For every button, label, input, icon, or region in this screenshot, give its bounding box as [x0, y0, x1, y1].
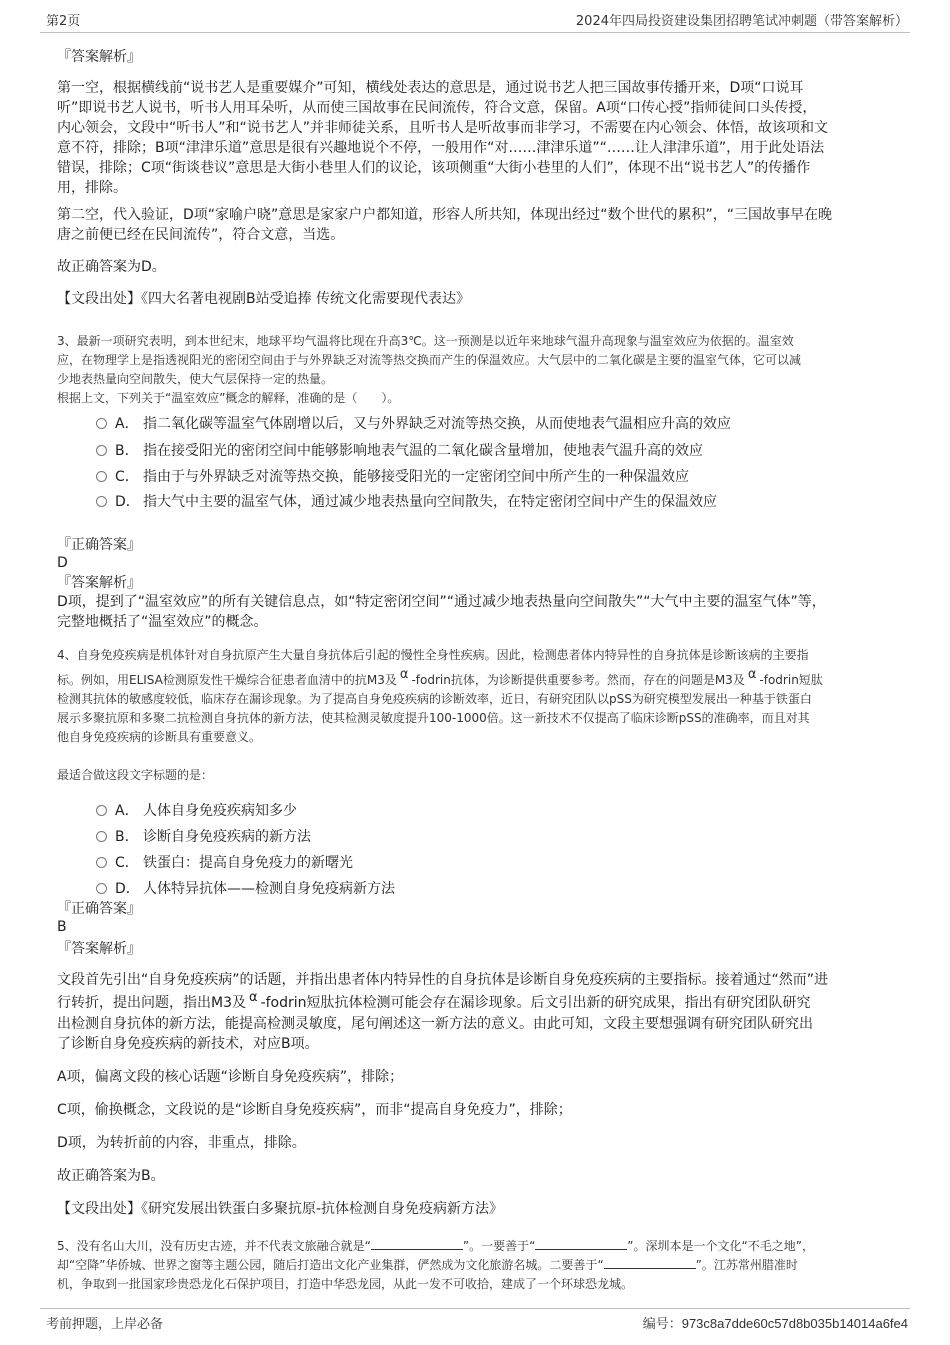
radio-icon[interactable]: [96, 857, 107, 868]
alpha-symbol: α: [249, 990, 258, 1005]
q2-analysis-p2: 第二空，代入验证，D项“家喻户晓”意思是家家户户都知道，形容人所共知，体现出经过“数个世代的累积”，“三国故事早在晚 唐之前便已经在民间流传”，符合文意，当选。: [57, 207, 833, 243]
q3-analysis: D项，提到了“温室效应”的所有关键信息点，如“特定密闭空间”“通过减少地表热量向空间散失”“大气中主要的温室气体”等， 完整地概括了“温室效应”的概念。: [57, 594, 826, 630]
q2-analysis-p1: 第一空，根据横线前“说书艺人是重要媒介”可知，横线处表达的意思是，通过说书艺人把三国故事传播开来，D项“口说耳 听”即说书艺人说书，听书人用耳朵听，从而使三国故事在民间流传，符合文意，保留。A项“口传心授”指师徒间口头传授， 内心领会，文段中“听书人”和“说书艺人”并非师徒关系，且听书人是听故事而非学习，不需要在内心领会、体悟，故该项和文 意不符，排除；B项“津津乐道”意思是很有兴趣地说个不停，一般用作“对……津津乐道”“……让人津津乐道”，用于此处语法 错误，排除；C项“街谈巷议”意思是大街小巷里人们的议论，该项侧重“大街小巷里的人们”，体现不出“说书艺人”的传播作 用，排除。: [57, 80, 829, 196]
footer-slogan: 考前押题，上岸必备: [46, 1317, 164, 1332]
radio-icon[interactable]: [96, 445, 107, 456]
q3-answer: D: [57, 555, 68, 571]
q4-exclude-a: A项，偏离文段的核心话题“诊断自身免疫疾病”，排除；: [57, 1069, 404, 1085]
q4-option-c[interactable]: C． 铁蛋白：提高自身免疫力的新曙光: [96, 853, 353, 873]
radio-icon[interactable]: [96, 471, 107, 482]
q3-option-c[interactable]: C． 指由于与外界缺乏对流等热交换，能够接受阳光的一定密闭空间中所产生的一种保温效应: [96, 467, 689, 487]
q4-stem: 4、自身免疫疾病是机体针对自身抗原产生大量自身抗体后引起的慢性全身性疾病。因此，检测患者体内特异性的自身抗体是诊断该病的主要指 标。例如，用ELISA检测原发性干燥综合征患者血清中的抗M3及 α -fodrin抗体，为诊断提供重要参考。然而，存在的问题是M3及 α -fodrin短肽 检测其抗体的敏感度较低，临床存在漏诊现象。为了提高自身免疫疾病的诊断效率，近日，有研究团队以pSS为研究模型发展出一种基于铁蛋白 展示多聚抗原和多聚二抗检测自身抗体的新方法，使其检测灵敏度提升100-1000倍。这一新技术不仅提高了临床诊断pSS的准确率，而且对其 他自身免疫疾病的诊断具有重要意义。: [57, 648, 823, 744]
q5-stem: 5、没有名山大川，没有历史古迹，并不代表文旅融合就是“ ”。一要善于“ ”。深圳本是一个文化“不毛之地”， 却“空降”华侨城、世界之窗等主题公园，随后打造出文化产业集群，俨然成为文化旅游名城。二要善于“ ”。江苏常州腊准时 机，争取到一批国家珍贵恐龙化石保护项目，打造中华恐龙园，从此一发不可收拾，建成了一个环球恐龙城。: [57, 1239, 814, 1291]
fill-blank[interactable]: [604, 1256, 696, 1269]
alpha-symbol: α: [747, 667, 757, 682]
fill-blank[interactable]: [371, 1237, 463, 1250]
q2-source: 【文段出处】《四大名著电视剧B站受追捧 传统文化需要现代表达》: [57, 291, 471, 307]
q4-option-d[interactable]: D． 人体特异抗体——检测自身免疫病新方法: [96, 879, 395, 899]
q3-stem: 3、最新一项研究表明，到本世纪末，地球平均气温将比现在升高3℃。这一预测是以近年来地球气温升高现象与温室效应为依据的。温室效 应，在物理学上是指透视阳光的密闭空间由于与外界缺乏对流等热交换而产生的保温效应。大气层中的二氧化碳是主要的温室气体，它可以减 少地表热量向空间散失，使大气层保持一定的热量。 根据上文，下列关于“温室效应”概念的解释，准确的是（ ）。: [57, 334, 802, 405]
radio-icon[interactable]: [96, 831, 107, 842]
q4-conclusion: 故正确答案为B。: [57, 1168, 165, 1184]
q4-question: 最适合做这段文字标题的是：: [57, 768, 214, 782]
q4-analysis: 文段首先引出“自身免疫疾病”的话题，并指出患者体内特异性的自身抗体是诊断自身免疫疾病的主要指标。接着通过“然而”进 行转折，提出问题，指出M3及 α -fodrin短肽抗体检测可能会存在漏诊现象。后文引出新的研究成果，指出有研究团队研究 出检测自身抗体的新方法，能提高检测灵敏度，尾句阐述这一新方法的意义。由此可知，文段主要想强调有研究团队研究出 了诊断自身免疫疾病的新技术，对应B项。: [57, 972, 829, 1052]
q4-exclude-d: D项，为转折前的内容，非重点，排除。: [57, 1135, 306, 1151]
page-number: 第2页: [46, 14, 81, 29]
alpha-symbol: α: [399, 667, 409, 682]
footer-rule: [40, 1308, 910, 1309]
q4-source: 【文段出处】《研究发展出铁蛋白多聚抗原-抗体检测自身免疫病新方法》: [57, 1201, 504, 1217]
header-rule: [40, 32, 910, 33]
q3-option-a[interactable]: A． 指二氧化碳等温室气体剧增以后，又与外界缺乏对流等热交换，从而使地表气温相应升高的效应: [96, 414, 731, 434]
q4-option-a[interactable]: A． 人体自身免疫疾病知多少: [96, 801, 297, 821]
radio-icon[interactable]: [96, 805, 107, 816]
q3-option-d[interactable]: D． 指大气中主要的温室气体，通过减少地表热量向空间散失，在特定密闭空间中产生的保温效应: [96, 492, 717, 512]
q4-analysis-label: 『答案解析』: [57, 941, 141, 957]
document-code: 编号：973c8a7dde60c57d8b035b14014a6fe4: [642, 1316, 908, 1332]
q3-option-b[interactable]: B． 指在接受阳光的密闭空间中能够影响地表气温的二氧化碳含量增加，使地表气温升高的效应: [96, 441, 703, 461]
radio-icon[interactable]: [96, 496, 107, 507]
q3-analysis-label: 『答案解析』: [57, 575, 141, 591]
q4-option-b[interactable]: B． 诊断自身免疫疾病的新方法: [96, 827, 311, 847]
fill-blank[interactable]: [535, 1237, 627, 1250]
q2-conclusion: 故正确答案为D。: [57, 259, 166, 275]
q3-answer-label: 『正确答案』: [57, 537, 141, 553]
radio-icon[interactable]: [96, 883, 107, 894]
q4-exclude-c: C项，偷换概念，文段说的是“诊断自身免疫疾病”，而非“提高自身免疫力”，排除；: [57, 1102, 572, 1118]
q4-answer: B: [57, 919, 67, 935]
radio-icon[interactable]: [96, 418, 107, 429]
document-title: 2024年四局投资建设集团招聘笔试冲刺题（带答案解析）: [575, 14, 908, 29]
q2-analysis-label: 『答案解析』: [57, 49, 141, 65]
q4-answer-label: 『正确答案』: [57, 901, 141, 917]
